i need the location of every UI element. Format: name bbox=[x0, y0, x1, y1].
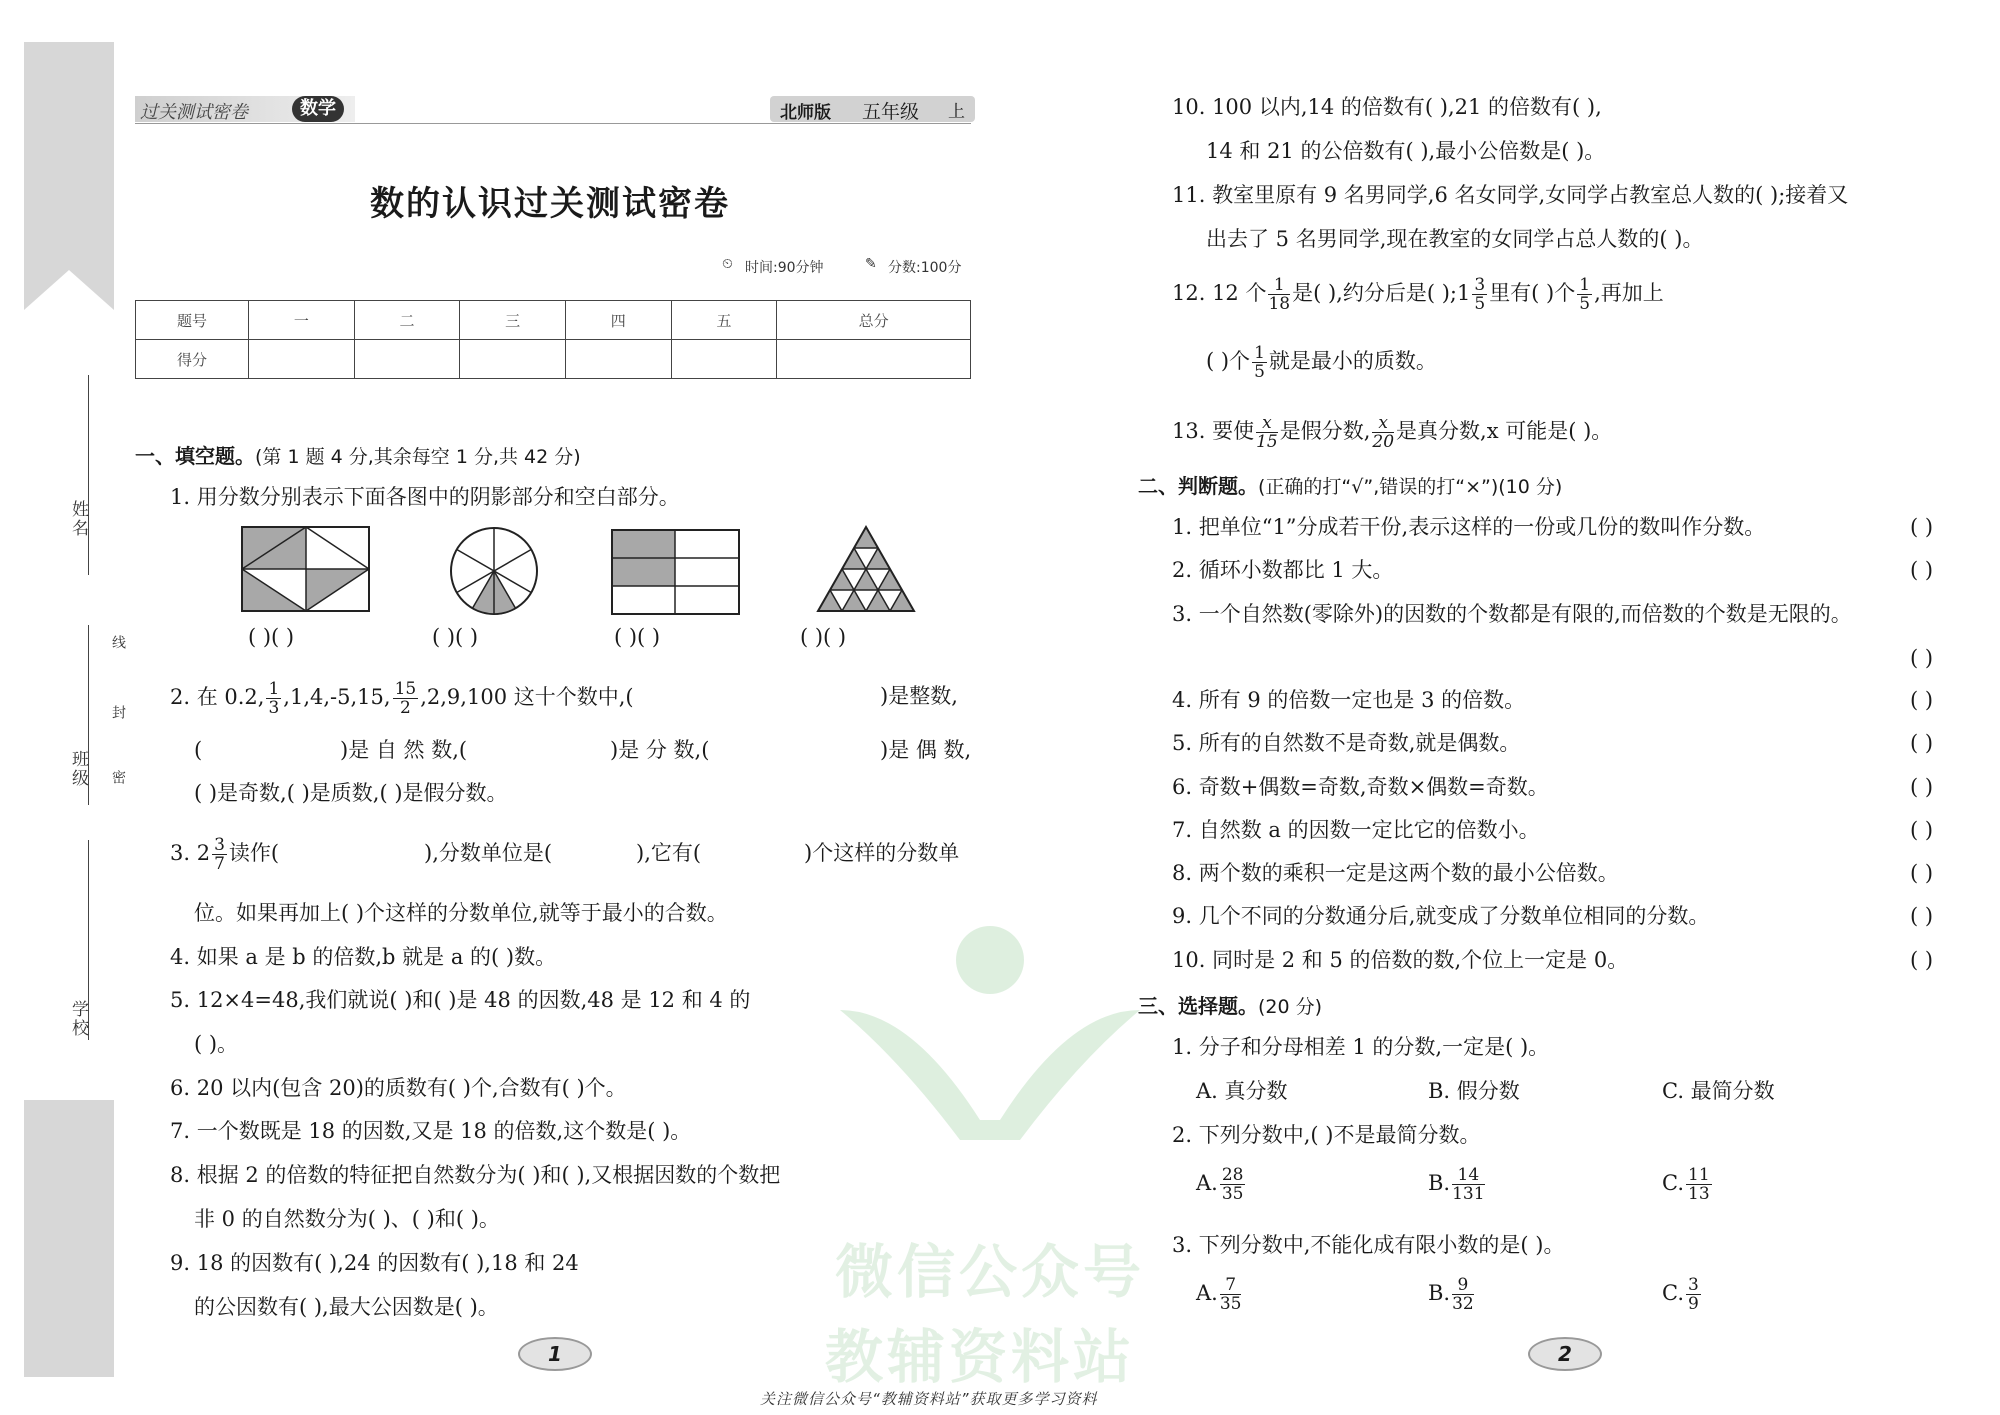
choice-2-a-label: A. bbox=[1196, 1171, 1218, 1195]
q2-line-2b: )是 自 然 数,( bbox=[340, 738, 468, 762]
choice-3-c-den: 9 bbox=[1688, 1294, 1699, 1314]
section-2-note: (正确的打“√”,错误的打“×”)(10 分) bbox=[1258, 476, 1563, 498]
q13-fraction-1 bbox=[1256, 414, 1278, 451]
q2-fraction-2-num: 15 bbox=[394, 679, 417, 699]
score-cell: 得分 bbox=[136, 340, 249, 379]
exam-time: 时间:90分钟 bbox=[745, 260, 824, 276]
grade-label: 五年级 bbox=[862, 101, 920, 123]
choice-2-b-fraction bbox=[1452, 1166, 1484, 1203]
q12-text-a: 12. 12 个 bbox=[1172, 281, 1267, 305]
choice-3-option-c[interactable] bbox=[1662, 1276, 1703, 1313]
q3-text-b: 读作( bbox=[228, 841, 280, 865]
q5-line-2: ( )。 bbox=[194, 1032, 239, 1056]
choice-3-option-a[interactable] bbox=[1196, 1276, 1243, 1313]
choice-2-a-den: 35 bbox=[1221, 1184, 1244, 1204]
choice-1-option-a[interactable]: A. 真分数 bbox=[1196, 1079, 1288, 1103]
figure-circle-sixths bbox=[448, 525, 540, 617]
q8-line-1: 8. 根据 2 的倍数的特征把自然数分为( )和( ),又根据因数的个数把 bbox=[170, 1163, 781, 1187]
q3-text-c: ),分数单位是( bbox=[424, 841, 553, 865]
q3-line-1a bbox=[170, 836, 279, 873]
choice-2-a-fraction bbox=[1220, 1166, 1246, 1203]
q2-line-1 bbox=[170, 680, 634, 717]
score-cell: 一 bbox=[249, 301, 355, 340]
q13-text-a: 13. 要使 bbox=[1172, 419, 1255, 443]
binding-notch-bottom bbox=[24, 1100, 114, 1140]
choice-1-question: 1. 分子和分母相差 1 的分数,一定是( )。 bbox=[1172, 1035, 1550, 1059]
watermark-logo-icon bbox=[830, 920, 1150, 1150]
judge-7-answer[interactable]: ( ) bbox=[1910, 818, 1934, 842]
page-title: 数的认识过关测试密卷 bbox=[370, 184, 730, 224]
judge-7: 7. 自然数 a 的因数一定比它的倍数小。 bbox=[1172, 818, 1540, 842]
section-1-note: (第 1 题 4 分,其余每空 1 分,共 42 分) bbox=[255, 446, 581, 468]
score-input-cell[interactable] bbox=[565, 340, 671, 379]
score-cell: 题号 bbox=[136, 301, 249, 340]
watermark-line-1: 微信公众号 bbox=[835, 1238, 1146, 1306]
subject-badge: 数学 bbox=[292, 96, 344, 122]
choice-3-a-fraction bbox=[1220, 1276, 1242, 1313]
q12-fraction-2 bbox=[1472, 276, 1487, 313]
score-input-cell[interactable] bbox=[460, 340, 566, 379]
judge-9: 9. 几个不同的分数通分后,就变成了分数单位相同的分数。 bbox=[1172, 904, 1710, 928]
q8-line-2: 非 0 的自然数分为( )、( )和( )。 bbox=[194, 1207, 500, 1231]
q13-fraction-1-den: 15 bbox=[1256, 432, 1278, 452]
judge-5-answer[interactable]: ( ) bbox=[1910, 731, 1934, 755]
watermark-line-2: 教辅资料站 bbox=[825, 1323, 1136, 1391]
judge-4: 4. 所有 9 的倍数一定也是 3 的倍数。 bbox=[1172, 688, 1526, 712]
choice-2-b-num: 14 bbox=[1452, 1166, 1484, 1185]
judge-8-answer[interactable]: ( ) bbox=[1910, 861, 1934, 885]
q12-text-c: 里有( )个 bbox=[1489, 281, 1576, 305]
section-3-note: (20 分) bbox=[1258, 996, 1323, 1018]
seal-char-1: 线 bbox=[110, 635, 126, 651]
q10-line-1: 10. 100 以内,14 的倍数有( ),21 的倍数有( ), bbox=[1172, 95, 1602, 119]
q13-fraction-2-den: 20 bbox=[1372, 432, 1395, 452]
q13-fraction-1-num: x bbox=[1256, 414, 1278, 433]
q10-line-2: 14 和 21 的公倍数有( ),最小公倍数是( )。 bbox=[1206, 139, 1606, 163]
q12-fraction-4-num: 1 bbox=[1254, 343, 1265, 363]
section-2-title: 二、判断题。 bbox=[1138, 474, 1258, 498]
q6-text: 6. 20 以内(包含 20)的质数有( )个,合数有( )个。 bbox=[170, 1076, 627, 1100]
q9-line-1: 9. 18 的因数有( ),24 的因数有( ),18 和 24 bbox=[170, 1251, 579, 1275]
choice-2-question: 2. 下列分数中,( )不是最简分数。 bbox=[1172, 1123, 1481, 1147]
q12-line-2 bbox=[1206, 344, 1437, 381]
score-cell: 二 bbox=[354, 301, 460, 340]
section-1-title: 一、填空题。 bbox=[135, 444, 255, 468]
series-tag: 过关测试密卷 bbox=[140, 102, 248, 123]
figure-grid-rect bbox=[610, 528, 742, 616]
choice-2-c-label: C. bbox=[1662, 1171, 1684, 1195]
q3-mixed-int: 3. 2 bbox=[170, 841, 211, 865]
q2-line-2c: )是 分 数,( bbox=[610, 738, 710, 762]
judge-1: 1. 把单位“1”分成若干份,表示这样的一份或几份的数叫作分数。 bbox=[1172, 515, 1766, 539]
binding-notch-top bbox=[24, 270, 114, 310]
q1-text: 1. 用分数分别表示下面各图中的阴影部分和空白部分。 bbox=[170, 485, 680, 509]
judge-10: 10. 同时是 2 和 5 的倍数的数,个位上一定是 0。 bbox=[1172, 948, 1629, 972]
section-3-title: 三、选择题。 bbox=[1138, 994, 1258, 1018]
q3-fraction-num: 3 bbox=[214, 835, 225, 855]
choice-2-option-b[interactable] bbox=[1428, 1166, 1487, 1203]
seal-char-3: 密 bbox=[110, 770, 126, 786]
q2-fraction-2 bbox=[393, 680, 419, 717]
section-1-heading bbox=[135, 440, 581, 469]
q1-blank-2[interactable]: ( )( ) bbox=[432, 625, 479, 649]
q12-text-b: 是( ),约分后是( );1 bbox=[1292, 281, 1471, 305]
q3-text-d: ),它有( bbox=[636, 841, 702, 865]
q13-fraction-2 bbox=[1372, 414, 1394, 451]
choice-3-b-num: 9 bbox=[1452, 1276, 1474, 1295]
header-rule bbox=[135, 123, 971, 124]
binding-school-label: 学校 bbox=[68, 1000, 88, 1038]
q13-text-b: 是假分数, bbox=[1279, 419, 1371, 443]
clock-icon: ⏲ bbox=[722, 256, 733, 272]
q2-text-b: ,1,4,-5,15, bbox=[283, 685, 391, 709]
q12-fraction-1-num: 1 bbox=[1268, 276, 1290, 295]
term-label: 上 bbox=[948, 102, 965, 122]
q12-fraction-4-den: 5 bbox=[1254, 362, 1265, 382]
choice-3-a-num: 7 bbox=[1220, 1276, 1242, 1295]
q12-fraction-3 bbox=[1577, 276, 1592, 313]
choice-3-c-label: C. bbox=[1662, 1281, 1684, 1305]
choice-2-b-label: B. bbox=[1428, 1171, 1451, 1195]
judge-8: 8. 两个数的乘积一定是这两个数的最小公倍数。 bbox=[1172, 861, 1619, 885]
judge-5: 5. 所有的自然数不是奇数,就是偶数。 bbox=[1172, 731, 1521, 755]
name-line bbox=[88, 375, 89, 575]
q7-text: 7. 一个数既是 18 的因数,又是 18 的倍数,这个数是( )。 bbox=[170, 1119, 692, 1143]
section-2-heading bbox=[1138, 470, 1562, 499]
q1-blank-1[interactable]: ( )( ) bbox=[248, 625, 295, 649]
q12-fraction-3-num: 1 bbox=[1579, 275, 1591, 295]
q12-text-g: 就是最小的质数。 bbox=[1268, 349, 1437, 373]
q3-fraction bbox=[212, 836, 227, 873]
judge-2: 2. 循环小数都比 1 大。 bbox=[1172, 558, 1394, 582]
binding-name-label: 姓名 bbox=[68, 500, 88, 538]
q9-line-2: 的公因数有( ),最大公因数是( )。 bbox=[194, 1295, 499, 1319]
score-cell: 五 bbox=[671, 301, 777, 340]
q2-text-d: )是整数, bbox=[880, 684, 958, 708]
score-cell: 四 bbox=[565, 301, 671, 340]
score-input-cell[interactable] bbox=[354, 340, 460, 379]
score-input-cell[interactable] bbox=[249, 340, 355, 379]
q2-line-2d: )是 偶 数, bbox=[880, 738, 972, 762]
q4-text: 4. 如果 a 是 b 的倍数,b 就是 a 的( )数。 bbox=[170, 945, 557, 969]
choice-3-question: 3. 下列分数中,不能化成有限小数的是( )。 bbox=[1172, 1233, 1565, 1257]
q3-fraction-den: 7 bbox=[214, 854, 225, 874]
choice-2-option-a[interactable] bbox=[1196, 1166, 1247, 1203]
q12-text-d: ,再加上 bbox=[1594, 281, 1664, 305]
choice-2-c-num: 11 bbox=[1688, 1165, 1710, 1185]
seal-char-2: 封 bbox=[110, 705, 126, 721]
q2-line-2a: ( bbox=[194, 738, 203, 762]
choice-3-c-fraction bbox=[1686, 1276, 1701, 1313]
page-number-right: 2 bbox=[1528, 1337, 1602, 1371]
q12-fraction-3-den: 5 bbox=[1579, 294, 1591, 314]
exam-score: 分数:100分 bbox=[888, 260, 962, 276]
figure-triangle-grid bbox=[812, 525, 920, 617]
binding-white-area bbox=[24, 270, 114, 1100]
q11-line-2: 出去了 5 名男同学,现在教室的女同学占总人数的( )。 bbox=[1206, 227, 1704, 251]
judge-3-answer[interactable]: ( ) bbox=[1910, 646, 1934, 670]
figure-rect-triangles bbox=[240, 525, 375, 615]
score-table bbox=[135, 300, 971, 379]
score-table-header-row bbox=[136, 301, 971, 340]
q12-text-e: ( )个 bbox=[1206, 349, 1251, 373]
q2-line-3: ( )是奇数,( )是质数,( )是假分数。 bbox=[194, 781, 508, 805]
choice-3-a-den: 35 bbox=[1219, 1294, 1242, 1314]
judge-4-answer[interactable]: ( ) bbox=[1910, 688, 1934, 712]
judge-6-answer[interactable]: ( ) bbox=[1910, 775, 1934, 799]
judge-2-answer[interactable]: ( ) bbox=[1910, 558, 1934, 582]
q2-fraction-1 bbox=[266, 680, 281, 717]
judge-3: 3. 一个自然数(零除外)的因数的个数都是有限的,而倍数的个数是无限的。 bbox=[1172, 602, 1852, 626]
q3-text-e: )个这样的分数单 bbox=[804, 841, 960, 865]
choice-3-a-label: A. bbox=[1196, 1281, 1218, 1305]
q1-blank-4[interactable]: ( )( ) bbox=[800, 625, 847, 649]
q5-line-1: 5. 12×4=48,我们就说( )和( )是 48 的因数,48 是 12 和 4 的 bbox=[170, 988, 751, 1012]
q2-fraction-1-num: 1 bbox=[268, 679, 280, 699]
binding-class-label: 班级 bbox=[68, 750, 88, 788]
q2-fraction-2-den: 2 bbox=[399, 698, 411, 718]
q12-fraction-2-den: 5 bbox=[1474, 294, 1486, 314]
choice-3-b-label: B. bbox=[1428, 1281, 1451, 1305]
q13-text-c: 是真分数,x 可能是( )。 bbox=[1396, 419, 1613, 443]
choice-3-c-num: 3 bbox=[1688, 1275, 1699, 1295]
score-cell: 总分 bbox=[777, 301, 971, 340]
q12-fraction-2-num: 3 bbox=[1474, 275, 1486, 295]
q2-text-a: 2. 在 0.2, bbox=[170, 685, 265, 709]
choice-2-c-den: 13 bbox=[1688, 1184, 1710, 1204]
q13-line bbox=[1172, 414, 1612, 451]
score-input-cell[interactable] bbox=[777, 340, 971, 379]
q13-fraction-2-num: x bbox=[1372, 414, 1394, 433]
footer-note: 关注微信公众号“教辅资料站”获取更多学习资料 bbox=[760, 1390, 1098, 1408]
choice-3-b-den: 32 bbox=[1452, 1294, 1474, 1314]
choice-2-option-c[interactable] bbox=[1662, 1166, 1714, 1203]
choice-2-b-den: 131 bbox=[1452, 1184, 1485, 1204]
q3-line-2: 位。如果再加上( )个这样的分数单位,就等于最小的合数。 bbox=[194, 901, 728, 925]
choice-1-option-b[interactable]: B. 假分数 bbox=[1428, 1079, 1520, 1103]
q12-line-1 bbox=[1172, 276, 1664, 313]
judge-1-answer[interactable]: ( ) bbox=[1910, 515, 1934, 539]
score-cell: 三 bbox=[460, 301, 566, 340]
edition-label: 北师版 bbox=[780, 103, 831, 123]
score-input-cell[interactable] bbox=[671, 340, 777, 379]
score-icon: ✎ bbox=[865, 256, 877, 272]
q12-fraction-4 bbox=[1252, 344, 1267, 381]
choice-2-a-num: 28 bbox=[1221, 1165, 1244, 1185]
judge-6: 6. 奇数+偶数=奇数,奇数×偶数=奇数。 bbox=[1172, 775, 1549, 799]
q11-line-1: 11. 教室里原有 9 名男同学,6 名女同学,女同学占教室总人数的( );接着又 bbox=[1172, 183, 1849, 207]
choice-1-option-c[interactable]: C. 最简分数 bbox=[1662, 1079, 1775, 1103]
judge-9-answer[interactable]: ( ) bbox=[1910, 904, 1934, 928]
q2-fraction-1-den: 3 bbox=[268, 698, 280, 718]
q12-fraction-1-den: 18 bbox=[1268, 294, 1291, 314]
q1-blank-3[interactable]: ( )( ) bbox=[614, 625, 661, 649]
score-table-score-row bbox=[136, 340, 971, 379]
choice-3-b-fraction bbox=[1452, 1276, 1474, 1313]
choice-3-option-b[interactable] bbox=[1428, 1276, 1476, 1313]
choice-2-c-fraction bbox=[1686, 1166, 1712, 1203]
judge-10-answer[interactable]: ( ) bbox=[1910, 948, 1934, 972]
section-3-heading bbox=[1138, 990, 1322, 1019]
page-number-left: 1 bbox=[518, 1337, 592, 1371]
q2-text-c: ,2,9,100 这十个数中,( bbox=[420, 685, 634, 709]
q12-fraction-1 bbox=[1268, 276, 1290, 313]
